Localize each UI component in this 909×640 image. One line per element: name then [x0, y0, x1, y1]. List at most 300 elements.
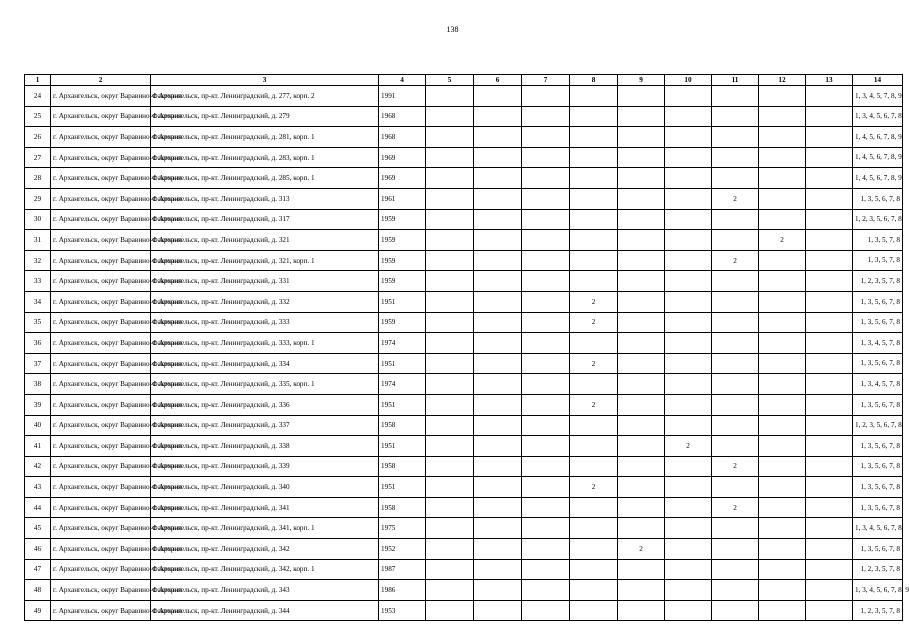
table-row [25, 353, 903, 374]
codes-cell: 1, 3, 4, 5, 7, 8 [853, 333, 903, 354]
year-cell: 1986 [379, 580, 426, 601]
col10-cell [665, 539, 712, 560]
codes-cell: 1, 3, 5, 6, 7, 8 [853, 188, 903, 209]
col10-cell [665, 86, 712, 107]
col7-cell [522, 271, 570, 292]
col7-cell [522, 580, 570, 601]
col6-cell [474, 333, 522, 354]
table-row [25, 271, 903, 292]
row-number: 42 [25, 456, 51, 477]
col9-cell [618, 230, 665, 251]
row-number: 38 [25, 374, 51, 395]
col12-cell [759, 168, 806, 189]
district-cell: г. Архангельск, округ Варавино-Фактория [51, 86, 151, 107]
col10-cell [665, 312, 712, 333]
col11-cell [712, 559, 759, 580]
column-header-8: 8 [570, 75, 618, 86]
col13-cell [806, 209, 853, 230]
col11-cell [712, 333, 759, 354]
address-cell: г. Архангельск, пр-кт. Ленинградский, д. 343 [151, 580, 379, 601]
codes-cell: 1, 3, 5, 6, 7, 8 [853, 477, 903, 498]
col9-cell [618, 518, 665, 539]
col11-cell [712, 312, 759, 333]
col10-cell [665, 230, 712, 251]
col10-cell [665, 600, 712, 621]
district-cell: г. Архангельск, округ Варавино-Фактория [51, 477, 151, 498]
column-header-9: 9 [618, 75, 665, 86]
col12-cell [759, 559, 806, 580]
col7-cell [522, 333, 570, 354]
col13-cell [806, 106, 853, 127]
codes-cell: 1, 3, 5, 7, 8 [853, 230, 903, 251]
col6-cell [474, 539, 522, 560]
col13-cell [806, 415, 853, 436]
table-row [25, 518, 903, 539]
col5-cell [426, 353, 474, 374]
col6-cell [474, 168, 522, 189]
col5-cell [426, 147, 474, 168]
col13-cell [806, 271, 853, 292]
table-row [25, 600, 903, 621]
year-cell: 1975 [379, 518, 426, 539]
row-number: 44 [25, 497, 51, 518]
table-row [25, 147, 903, 168]
district-cell: г. Архангельск, округ Варавино-Фактория [51, 415, 151, 436]
col11-cell [712, 539, 759, 560]
table-row [25, 127, 903, 148]
table-row [25, 86, 903, 107]
codes-cell: 1, 3, 5, 6, 7, 8 [853, 436, 903, 457]
year-cell: 1959 [379, 271, 426, 292]
col13-cell [806, 250, 853, 271]
col13-cell [806, 291, 853, 312]
col9-cell [618, 580, 665, 601]
col11-cell [712, 600, 759, 621]
row-number: 27 [25, 147, 51, 168]
col11-cell [712, 86, 759, 107]
col7-cell [522, 477, 570, 498]
address-cell: г. Архангельск, пр-кт. Ленинградский, д. 341 [151, 497, 379, 518]
row-number: 47 [25, 559, 51, 580]
address-cell: г. Архангельск, пр-кт. Ленинградский, д. 337 [151, 415, 379, 436]
col10-cell [665, 353, 712, 374]
col12-cell [759, 518, 806, 539]
codes-cell: 1, 3, 5, 6, 7, 8 [853, 456, 903, 477]
col7-cell [522, 374, 570, 395]
col9-cell [618, 127, 665, 148]
col8-cell [570, 271, 618, 292]
col12-cell [759, 456, 806, 477]
col5-cell [426, 394, 474, 415]
address-cell: г. Архангельск, пр-кт. Ленинградский, д. 333, корп. 1 [151, 333, 379, 354]
col8-cell: 2 [570, 291, 618, 312]
column-header-2: 2 [51, 75, 151, 86]
col12-cell [759, 271, 806, 292]
col7-cell [522, 127, 570, 148]
col5-cell [426, 456, 474, 477]
address-cell: г. Архангельск, пр-кт. Ленинградский, д. 317 [151, 209, 379, 230]
district-cell: г. Архангельск, округ Варавино-Фактория [51, 559, 151, 580]
col9-cell [618, 374, 665, 395]
col10-cell [665, 333, 712, 354]
col7-cell [522, 436, 570, 457]
col8-cell [570, 230, 618, 251]
col5-cell [426, 333, 474, 354]
col9-cell [618, 394, 665, 415]
codes-cell: 1, 4, 5, 6, 7, 8, 9 [853, 168, 903, 189]
col5-cell [426, 559, 474, 580]
address-cell: г. Архангельск, пр-кт. Ленинградский, д. 342, корп. 1 [151, 559, 379, 580]
col5-cell [426, 580, 474, 601]
col11-cell: 2 [712, 497, 759, 518]
col12-cell [759, 600, 806, 621]
col13-cell [806, 188, 853, 209]
table-row [25, 539, 903, 560]
col11-cell [712, 127, 759, 148]
col10-cell [665, 374, 712, 395]
codes-cell: 1, 3, 5, 6, 7, 8 [853, 312, 903, 333]
col5-cell [426, 518, 474, 539]
col9-cell [618, 209, 665, 230]
address-cell: г. Архангельск, пр-кт. Ленинградский, д. 341, корп. 1 [151, 518, 379, 539]
table-row [25, 188, 903, 209]
address-cell: г. Архангельск, пр-кт. Ленинградский, д. 285, корп. 1 [151, 168, 379, 189]
col5-cell [426, 168, 474, 189]
col6-cell [474, 312, 522, 333]
col11-cell [712, 353, 759, 374]
col12-cell [759, 291, 806, 312]
row-number: 39 [25, 394, 51, 415]
col12-cell [759, 580, 806, 601]
col10-cell [665, 168, 712, 189]
table-row [25, 106, 903, 127]
col10-cell [665, 497, 712, 518]
address-cell: г. Архангельск, пр-кт. Ленинградский, д. 277, корп. 2 [151, 86, 379, 107]
col8-cell [570, 250, 618, 271]
col5-cell [426, 106, 474, 127]
col11-cell [712, 106, 759, 127]
district-cell: г. Архангельск, округ Варавино-Фактория [51, 106, 151, 127]
col11-cell [712, 168, 759, 189]
col6-cell [474, 106, 522, 127]
header-row [25, 75, 903, 86]
address-cell: г. Архангельск, пр-кт. Ленинградский, д. 283, корп. 1 [151, 147, 379, 168]
col13-cell [806, 456, 853, 477]
col11-cell: 2 [712, 456, 759, 477]
codes-cell: 1, 3, 5, 6, 7, 8 [853, 394, 903, 415]
col10-cell [665, 394, 712, 415]
col9-cell [618, 312, 665, 333]
year-cell: 1959 [379, 312, 426, 333]
year-cell: 1951 [379, 477, 426, 498]
col13-cell [806, 518, 853, 539]
col8-cell [570, 127, 618, 148]
col13-cell [806, 580, 853, 601]
row-number: 29 [25, 188, 51, 209]
col8-cell [570, 333, 618, 354]
col12-cell [759, 477, 806, 498]
year-cell: 1974 [379, 374, 426, 395]
col11-cell [712, 436, 759, 457]
address-cell: г. Архангельск, пр-кт. Ленинградский, д. 313 [151, 188, 379, 209]
table-row [25, 291, 903, 312]
table-row [25, 477, 903, 498]
row-number: 43 [25, 477, 51, 498]
year-cell: 1953 [379, 600, 426, 621]
codes-cell: 1, 2, 3, 5, 7, 8 [853, 559, 903, 580]
housing-register-table [24, 74, 909, 621]
row-number: 41 [25, 436, 51, 457]
row-number: 46 [25, 539, 51, 560]
col8-cell [570, 580, 618, 601]
col7-cell [522, 353, 570, 374]
year-cell: 1968 [379, 127, 426, 148]
col8-cell [570, 456, 618, 477]
col5-cell [426, 127, 474, 148]
col8-cell [570, 188, 618, 209]
col9-cell [618, 188, 665, 209]
col5-cell [426, 415, 474, 436]
district-cell: г. Архангельск, округ Варавино-Фактория [51, 456, 151, 477]
district-cell: г. Архангельск, округ Варавино-Фактория [51, 147, 151, 168]
col10-cell [665, 559, 712, 580]
col6-cell [474, 374, 522, 395]
codes-cell: 1, 4, 5, 6, 7, 8, 9 [853, 147, 903, 168]
address-cell: г. Архангельск, пр-кт. Ленинградский, д. 340 [151, 477, 379, 498]
col9-cell [618, 291, 665, 312]
col10-cell [665, 580, 712, 601]
col8-cell [570, 374, 618, 395]
column-header-7: 7 [522, 75, 570, 86]
year-cell: 1991 [379, 86, 426, 107]
codes-cell: 1, 2, 3, 5, 7, 8 [853, 600, 903, 621]
table-row [25, 250, 903, 271]
year-cell: 1968 [379, 106, 426, 127]
table-row [25, 374, 903, 395]
district-cell: г. Архангельск, округ Варавино-Фактория [51, 168, 151, 189]
col12-cell [759, 188, 806, 209]
row-number: 35 [25, 312, 51, 333]
col9-cell [618, 333, 665, 354]
district-cell: г. Архангельск, округ Варавино-Фактория [51, 436, 151, 457]
col12-cell [759, 436, 806, 457]
table-row [25, 168, 903, 189]
year-cell: 1958 [379, 497, 426, 518]
district-cell: г. Архангельск, округ Варавино-Фактория [51, 250, 151, 271]
col5-cell [426, 209, 474, 230]
col10-cell [665, 456, 712, 477]
district-cell: г. Архангельск, округ Варавино-Фактория [51, 518, 151, 539]
col6-cell [474, 209, 522, 230]
table-row [25, 415, 903, 436]
col6-cell [474, 394, 522, 415]
column-header-3: 3 [151, 75, 379, 86]
col5-cell [426, 250, 474, 271]
row-number: 28 [25, 168, 51, 189]
col11-cell [712, 518, 759, 539]
col11-cell: 2 [712, 188, 759, 209]
row-number: 32 [25, 250, 51, 271]
column-header-11: 11 [712, 75, 759, 86]
col9-cell [618, 497, 665, 518]
col8-cell: 2 [570, 312, 618, 333]
row-number: 24 [25, 86, 51, 107]
col11-cell [712, 209, 759, 230]
col7-cell [522, 415, 570, 436]
col13-cell [806, 600, 853, 621]
col10-cell [665, 106, 712, 127]
col6-cell [474, 477, 522, 498]
codes-cell: 1, 2, 3, 5, 6, 7, 8 [853, 209, 903, 230]
col12-cell: 2 [759, 230, 806, 251]
row-number: 40 [25, 415, 51, 436]
col13-cell [806, 333, 853, 354]
address-cell: г. Архангельск, пр-кт. Ленинградский, д. 279 [151, 106, 379, 127]
page-number: 138 [446, 25, 459, 34]
col8-cell [570, 497, 618, 518]
col9-cell [618, 456, 665, 477]
row-number: 49 [25, 600, 51, 621]
col10-cell [665, 415, 712, 436]
col5-cell [426, 291, 474, 312]
codes-cell: 1, 3, 5, 6, 7, 8 [853, 497, 903, 518]
col9-cell [618, 600, 665, 621]
col13-cell [806, 230, 853, 251]
table-row [25, 436, 903, 457]
district-cell: г. Архангельск, округ Варавино-Фактория [51, 312, 151, 333]
col9-cell [618, 250, 665, 271]
col5-cell [426, 436, 474, 457]
row-number: 31 [25, 230, 51, 251]
codes-cell: 1, 3, 4, 5, 7, 8 [853, 374, 903, 395]
col12-cell [759, 497, 806, 518]
col8-cell [570, 168, 618, 189]
table-row [25, 333, 903, 354]
col11-cell [712, 477, 759, 498]
column-header-10: 10 [665, 75, 712, 86]
col6-cell [474, 271, 522, 292]
col7-cell [522, 518, 570, 539]
col13-cell [806, 539, 853, 560]
district-cell: г. Архангельск, округ Варавино-Фактория [51, 600, 151, 621]
col9-cell: 2 [618, 539, 665, 560]
col11-cell [712, 291, 759, 312]
col11-cell [712, 394, 759, 415]
col12-cell [759, 209, 806, 230]
address-cell: г. Архангельск, пр-кт. Ленинградский, д. 336 [151, 394, 379, 415]
address-cell: г. Архангельск, пр-кт. Ленинградский, д. 332 [151, 291, 379, 312]
address-cell: г. Архангельск, пр-кт. Ленинградский, д. 344 [151, 600, 379, 621]
year-cell: 1959 [379, 230, 426, 251]
col6-cell [474, 230, 522, 251]
district-cell: г. Архангельск, округ Варавино-Фактория [51, 580, 151, 601]
table-row [25, 559, 903, 580]
col12-cell [759, 539, 806, 560]
address-cell: г. Архангельск, пр-кт. Ленинградский, д. 338 [151, 436, 379, 457]
col7-cell [522, 147, 570, 168]
col13-cell [806, 168, 853, 189]
col11-cell [712, 374, 759, 395]
year-cell: 1974 [379, 333, 426, 354]
col6-cell [474, 353, 522, 374]
year-cell: 1969 [379, 168, 426, 189]
col9-cell [618, 559, 665, 580]
table-row [25, 230, 903, 251]
col9-cell [618, 353, 665, 374]
col5-cell [426, 312, 474, 333]
col6-cell [474, 291, 522, 312]
table-row [25, 580, 903, 601]
col7-cell [522, 250, 570, 271]
col10-cell: 2 [665, 436, 712, 457]
col8-cell [570, 600, 618, 621]
district-cell: г. Архангельск, округ Варавино-Фактория [51, 209, 151, 230]
codes-cell: 1, 2, 3, 5, 6, 7, 8 [853, 415, 903, 436]
row-number: 25 [25, 106, 51, 127]
district-cell: г. Архангельск, округ Варавино-Фактория [51, 497, 151, 518]
table-row [25, 312, 903, 333]
district-cell: г. Архангельск, округ Варавино-Фактория [51, 291, 151, 312]
col10-cell [665, 477, 712, 498]
col10-cell [665, 271, 712, 292]
address-cell: г. Архангельск, пр-кт. Ленинградский, д. 321 [151, 230, 379, 251]
column-header-13: 13 [806, 75, 853, 86]
col13-cell [806, 374, 853, 395]
col12-cell [759, 374, 806, 395]
col8-cell [570, 415, 618, 436]
year-cell: 1951 [379, 353, 426, 374]
col13-cell [806, 353, 853, 374]
col10-cell [665, 147, 712, 168]
codes-cell: 1, 2, 3, 5, 7, 8 [853, 271, 903, 292]
col13-cell [806, 477, 853, 498]
col8-cell: 2 [570, 394, 618, 415]
col11-cell: 2 [712, 250, 759, 271]
year-cell: 1969 [379, 147, 426, 168]
column-header-12: 12 [759, 75, 806, 86]
table-row [25, 209, 903, 230]
col13-cell [806, 559, 853, 580]
col6-cell [474, 600, 522, 621]
col12-cell [759, 250, 806, 271]
address-cell: г. Архангельск, пр-кт. Ленинградский, д. 335, корп. 1 [151, 374, 379, 395]
col5-cell [426, 600, 474, 621]
district-cell: г. Архангельск, округ Варавино-Фактория [51, 539, 151, 560]
year-cell: 1959 [379, 209, 426, 230]
col8-cell: 2 [570, 477, 618, 498]
col12-cell [759, 127, 806, 148]
row-number: 34 [25, 291, 51, 312]
col12-cell [759, 86, 806, 107]
year-cell: 1951 [379, 394, 426, 415]
col12-cell [759, 394, 806, 415]
col11-cell [712, 580, 759, 601]
col6-cell [474, 497, 522, 518]
col9-cell [618, 477, 665, 498]
col13-cell [806, 394, 853, 415]
row-number: 36 [25, 333, 51, 354]
col8-cell [570, 559, 618, 580]
column-header-6: 6 [474, 75, 522, 86]
col7-cell [522, 394, 570, 415]
col6-cell [474, 127, 522, 148]
col12-cell [759, 333, 806, 354]
district-cell: г. Архангельск, округ Варавино-Фактория [51, 353, 151, 374]
year-cell: 1959 [379, 250, 426, 271]
row-number: 33 [25, 271, 51, 292]
col6-cell [474, 436, 522, 457]
district-cell: г. Архангельск, округ Варавино-Фактория [51, 188, 151, 209]
